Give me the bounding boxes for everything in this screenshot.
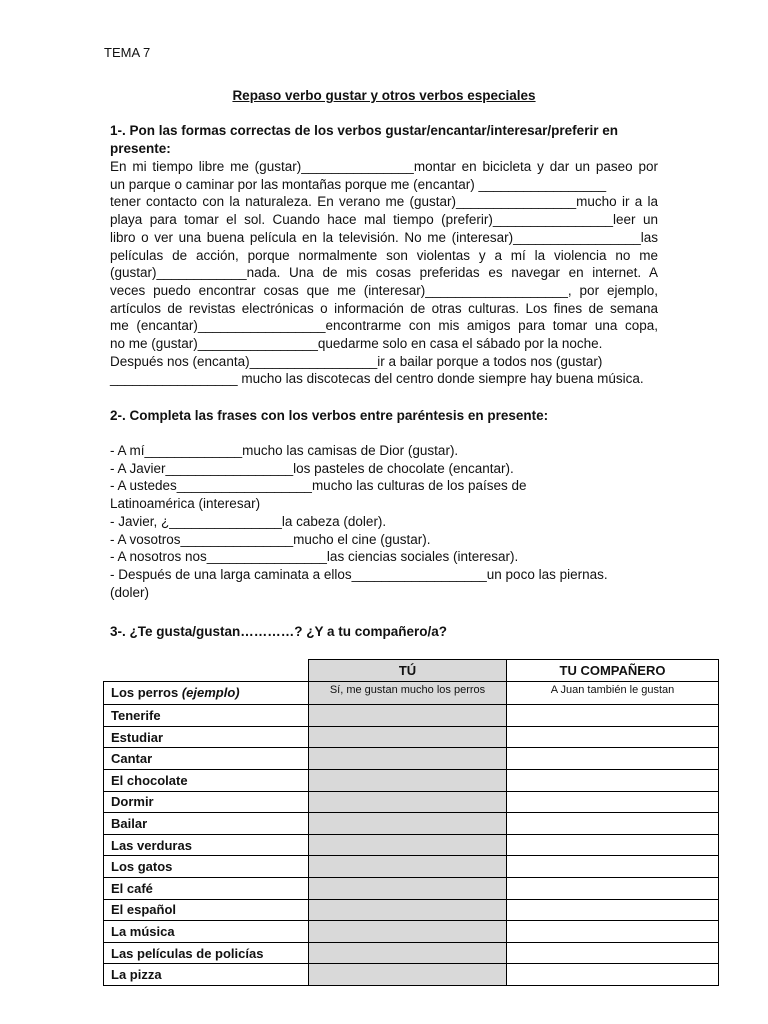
section-1	[110, 122, 658, 388]
row-label: La música	[104, 921, 309, 943]
paragraph-line: me (encantar)_________________encontrarme con mis amigos para tomar una copa,	[110, 318, 658, 334]
paragraph-line: películas de acción, porque normalmente son violentas y a mí la violencia no me	[110, 247, 658, 263]
list-item: - A nosotros nos________________las ciencias sociales (interesar).	[110, 549, 519, 565]
answer-cell-tu[interactable]	[309, 813, 507, 835]
section-1-heading-line-1: 1-. Pon las formas correctas de los verbos gustar/encantar/interesar/preferir en	[110, 123, 618, 138]
answer-cell-companero[interactable]	[507, 942, 719, 964]
column-header-companero: TU COMPAÑERO	[507, 660, 719, 682]
table-row	[104, 769, 719, 791]
answer-cell-tu[interactable]	[309, 726, 507, 748]
section-2-list	[110, 442, 658, 601]
section-3-heading: 3-. ¿Te gusta/gustan…………? ¿Y a tu compañero/a?	[110, 624, 448, 639]
row-label: Tenerife	[104, 705, 309, 727]
answer-cell-companero[interactable]	[507, 964, 719, 986]
table-header-row	[104, 660, 719, 682]
paragraph-line: veces puedo encontrar cosas que me (interesar)___________________, por ejemplo,	[110, 282, 658, 298]
paragraph-line: libro o ver una buena película en la televisión. No me (interesar)_________________las	[110, 229, 658, 245]
answer-cell-tu[interactable]	[309, 942, 507, 964]
row-label: El café	[104, 877, 309, 899]
row-label: El chocolate	[104, 769, 309, 791]
paragraph-line: _________________ mucho las discotecas del centro donde siempre hay buena música.	[110, 371, 644, 387]
answer-cell-companero[interactable]	[507, 813, 719, 835]
answer-cell-tu[interactable]	[309, 791, 507, 813]
table-row	[104, 942, 719, 964]
answer-cell-companero[interactable]	[507, 856, 719, 878]
paragraph-line: artículos de revistas electrónicas o información de otras culturas. Los fines de semana	[110, 300, 658, 316]
table-row	[104, 921, 719, 943]
answer-cell-companero[interactable]	[507, 769, 719, 791]
table-row	[104, 813, 719, 835]
list-item: - A ustedes__________________mucho las culturas de los países de	[110, 478, 527, 494]
paragraph-line: En mi tiempo libre me (gustar)_______________montar en bicicleta y dar un paseo por	[110, 159, 658, 174]
table-row	[104, 899, 719, 921]
table-row	[104, 705, 719, 727]
row-label: Cantar	[104, 748, 309, 770]
worksheet-title: Repaso verbo gustar y otros verbos especiales	[232, 88, 536, 103]
tema-label: TEMA 7	[104, 45, 151, 60]
row-label: Las verduras	[104, 834, 309, 856]
answer-cell-companero[interactable]	[507, 726, 719, 748]
row-label: Los gatos	[104, 856, 309, 878]
example-answer-tu: Sí, me gustan mucho los perros	[309, 681, 507, 705]
table-row	[104, 834, 719, 856]
answer-cell-tu[interactable]	[309, 769, 507, 791]
row-label: Dormir	[104, 791, 309, 813]
section-1-paragraph	[110, 158, 658, 388]
table-row-example	[104, 681, 719, 705]
table-row	[104, 964, 719, 986]
paragraph-line: (gustar)____________nada. Una de mis cosas preferidas es navegar en internet. A	[110, 265, 658, 281]
section-1-heading	[110, 122, 658, 158]
answer-cell-companero[interactable]	[507, 834, 719, 856]
row-label-example	[104, 681, 309, 705]
paragraph-line: un parque o caminar por las montañas porque me (encantar) _________________	[110, 176, 607, 192]
table-row	[104, 856, 719, 878]
section-2-heading: 2-. Completa las frases con los verbos entre paréntesis en presente:	[110, 408, 549, 423]
paragraph-line: playa para tomar el sol. Cuando hace mal tiempo (preferir)________________leer un	[110, 212, 658, 228]
list-item: - A mí_____________mucho las camisas de Dior (gustar).	[110, 443, 459, 458]
table-corner-cell	[104, 660, 309, 682]
table-row	[104, 877, 719, 899]
answer-cell-tu[interactable]	[309, 964, 507, 986]
row-label: Las películas de policías	[104, 942, 309, 964]
table-row	[104, 726, 719, 748]
answer-cell-tu[interactable]	[309, 705, 507, 727]
answer-cell-tu[interactable]	[309, 877, 507, 899]
answer-cell-companero[interactable]	[507, 877, 719, 899]
row-label: Bailar	[104, 813, 309, 835]
example-answer-companero: A Juan también le gustan	[507, 681, 719, 705]
likes-table	[103, 659, 719, 986]
row-label: Estudiar	[104, 726, 309, 748]
section-1-heading-line-2: presente:	[110, 141, 171, 156]
column-header-tu: TÚ	[309, 660, 507, 682]
example-note: (ejemplo)	[181, 685, 240, 701]
answer-cell-companero[interactable]	[507, 748, 719, 770]
answer-cell-companero[interactable]	[507, 705, 719, 727]
answer-cell-tu[interactable]	[309, 899, 507, 921]
paragraph-line: tener contacto con la naturaleza. En verano me (gustar)________________mucho ir a la	[110, 194, 658, 210]
list-item: - Después de una larga caminata a ellos__________________un poco las piernas.	[110, 566, 608, 582]
example-label: Los perros	[111, 685, 179, 701]
list-item: Latinoamérica (interesar)	[110, 496, 261, 512]
row-label: La pizza	[104, 964, 309, 986]
answer-cell-tu[interactable]	[309, 921, 507, 943]
row-label: El español	[104, 899, 309, 921]
section-2	[110, 407, 658, 601]
paragraph-line: no me (gustar)________________quedarme solo en casa el sábado por la noche.	[110, 336, 603, 352]
list-item: - Javier, ¿_______________la cabeza (doler).	[110, 513, 387, 529]
answer-cell-companero[interactable]	[507, 921, 719, 943]
section-3	[110, 623, 658, 641]
list-item: - A Javier_________________los pasteles de chocolate (encantar).	[110, 460, 514, 476]
answer-cell-companero[interactable]	[507, 899, 719, 921]
table-row	[104, 748, 719, 770]
answer-cell-tu[interactable]	[309, 856, 507, 878]
answer-cell-tu[interactable]	[309, 834, 507, 856]
list-item: - A vosotros_______________mucho el cine (gustar).	[110, 531, 431, 547]
paragraph-line: Después nos (encanta)_________________ir a bailar porque a todos nos (gustar)	[110, 353, 603, 369]
table-row	[104, 791, 719, 813]
list-item: (doler)	[110, 584, 150, 600]
answer-cell-companero[interactable]	[507, 791, 719, 813]
answer-cell-tu[interactable]	[309, 748, 507, 770]
